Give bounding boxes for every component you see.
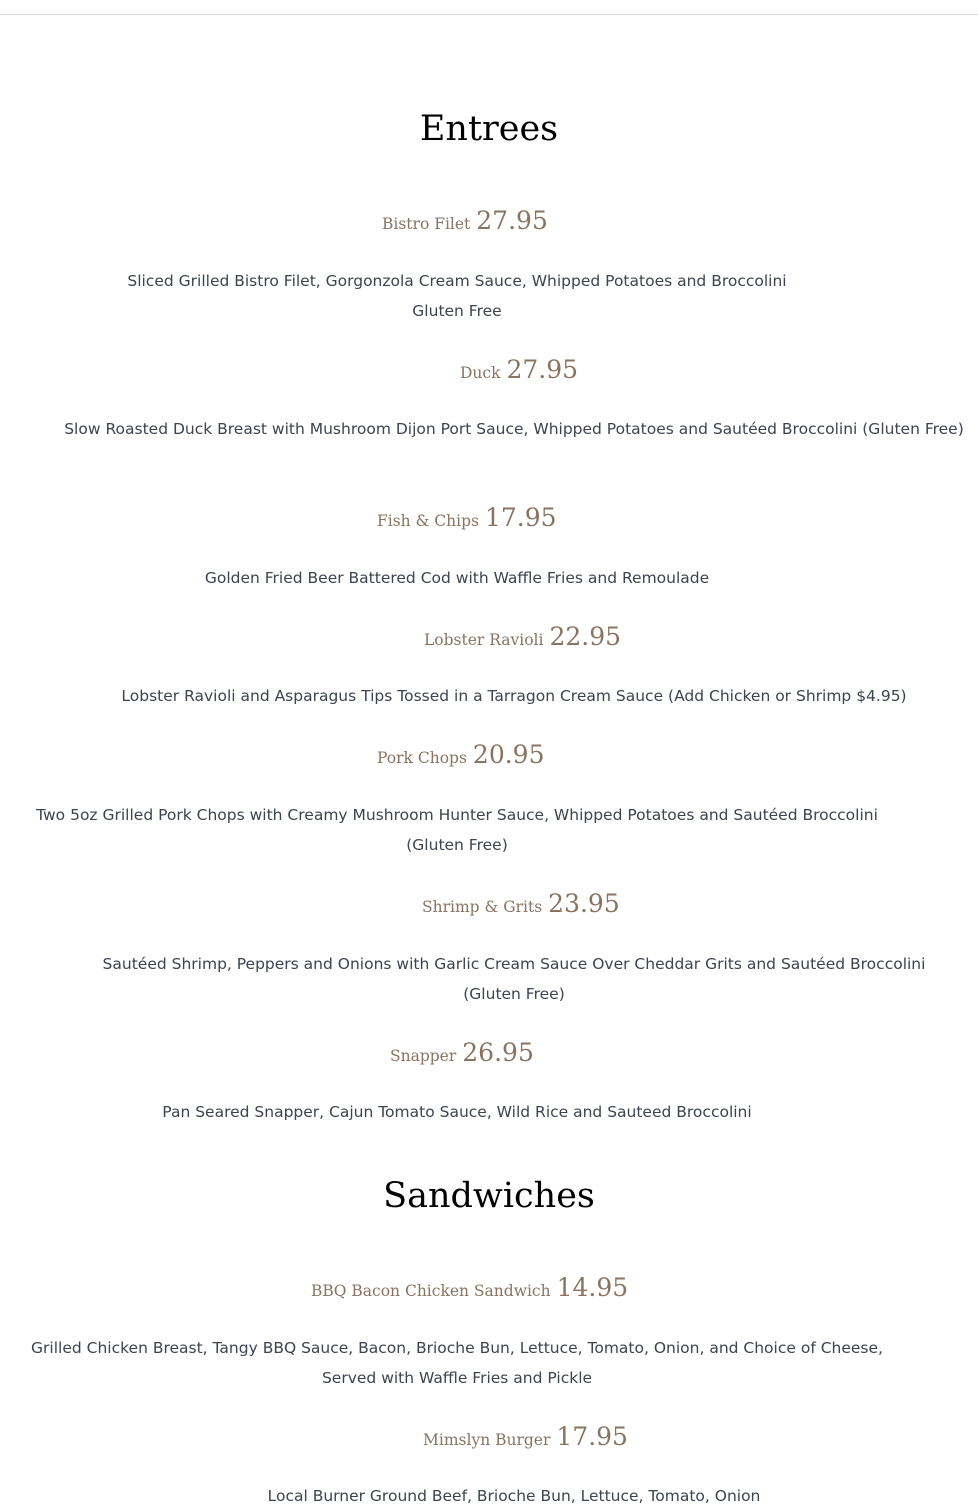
menu-item-heading: [460, 355, 578, 384]
item-name: BBQ Bacon Chicken Sandwich: [311, 1282, 551, 1300]
item-price: 23.95: [548, 889, 620, 918]
item-name: Shrimp & Grits: [422, 898, 543, 916]
item-name: Fish & Chips: [377, 512, 479, 530]
item-description: Golden Fried Beer Battered Cod with Waffle Fries and Remoulade: [204, 569, 710, 587]
item-price: 27.95: [476, 206, 548, 235]
menu-item-heading: [423, 1422, 628, 1451]
item-description: Local Burner Ground Beef, Brioche Bun, Lettuce, Tomato, Onion: [267, 1487, 761, 1505]
menu-item-heading: [377, 503, 557, 532]
item-price: 20.95: [472, 740, 545, 769]
item-description: Two 5oz Grilled Pork Chops with Creamy Mushroom Hunter Sauce, Whipped Potatoes and Sautéed Broccolini (Gluten Free): [36, 806, 878, 854]
menu-item-heading: [377, 740, 545, 769]
item-description: Sliced Grilled Bistro Filet, Gorgonzola Cream Sauce, Whipped Potatoes and Broccolini Gluten Free: [127, 272, 787, 320]
header-divider: [0, 14, 978, 15]
item-name: Snapper: [390, 1047, 457, 1065]
menu-item-heading: [424, 622, 621, 651]
item-description: Lobster Ravioli and Asparagus Tips Tossed in a Tarragon Cream Sauce (Add Chicken or Shrimp $4.95): [121, 687, 907, 705]
menu-item-heading: [390, 1038, 534, 1067]
item-price: 14.95: [556, 1273, 629, 1302]
item-description: Grilled Chicken Breast, Tangy BBQ Sauce, Bacon, Brioche Bun, Lettuce, Tomato, Onion, and Choice of Cheese, Served with Waffle Fries and Pickle: [31, 1339, 883, 1387]
item-description: Slow Roasted Duck Breast with Mushroom Dijon Port Sauce, Whipped Potatoes and Sautéed Broccolini (Gluten Free): [64, 420, 964, 438]
item-name: Mimslyn Burger: [423, 1431, 551, 1449]
item-price: 17.95: [484, 503, 557, 532]
section-title-entrees: Entrees: [419, 109, 559, 149]
menu-item-heading: [422, 889, 620, 918]
item-price: 22.95: [549, 622, 622, 651]
item-price: 26.95: [462, 1038, 534, 1067]
item-name: Bistro Filet: [382, 215, 471, 233]
menu-item-heading: [382, 206, 548, 235]
item-name: Lobster Ravioli: [424, 631, 544, 649]
item-name: Duck: [460, 364, 501, 382]
item-description: Pan Seared Snapper, Cajun Tomato Sauce, Wild Rice and Sauteed Broccolini: [162, 1103, 752, 1121]
item-price: 17.95: [556, 1422, 628, 1451]
section-title-sandwiches: Sandwiches: [383, 1176, 595, 1216]
item-price: 27.95: [506, 355, 579, 384]
item-name: Pork Chops: [377, 749, 467, 767]
item-description: Sautéed Shrimp, Peppers and Onions with Garlic Cream Sauce Over Cheddar Grits and Sautéed Broccolini (Gluten Free): [102, 955, 926, 1003]
menu-item-heading: [311, 1273, 628, 1302]
